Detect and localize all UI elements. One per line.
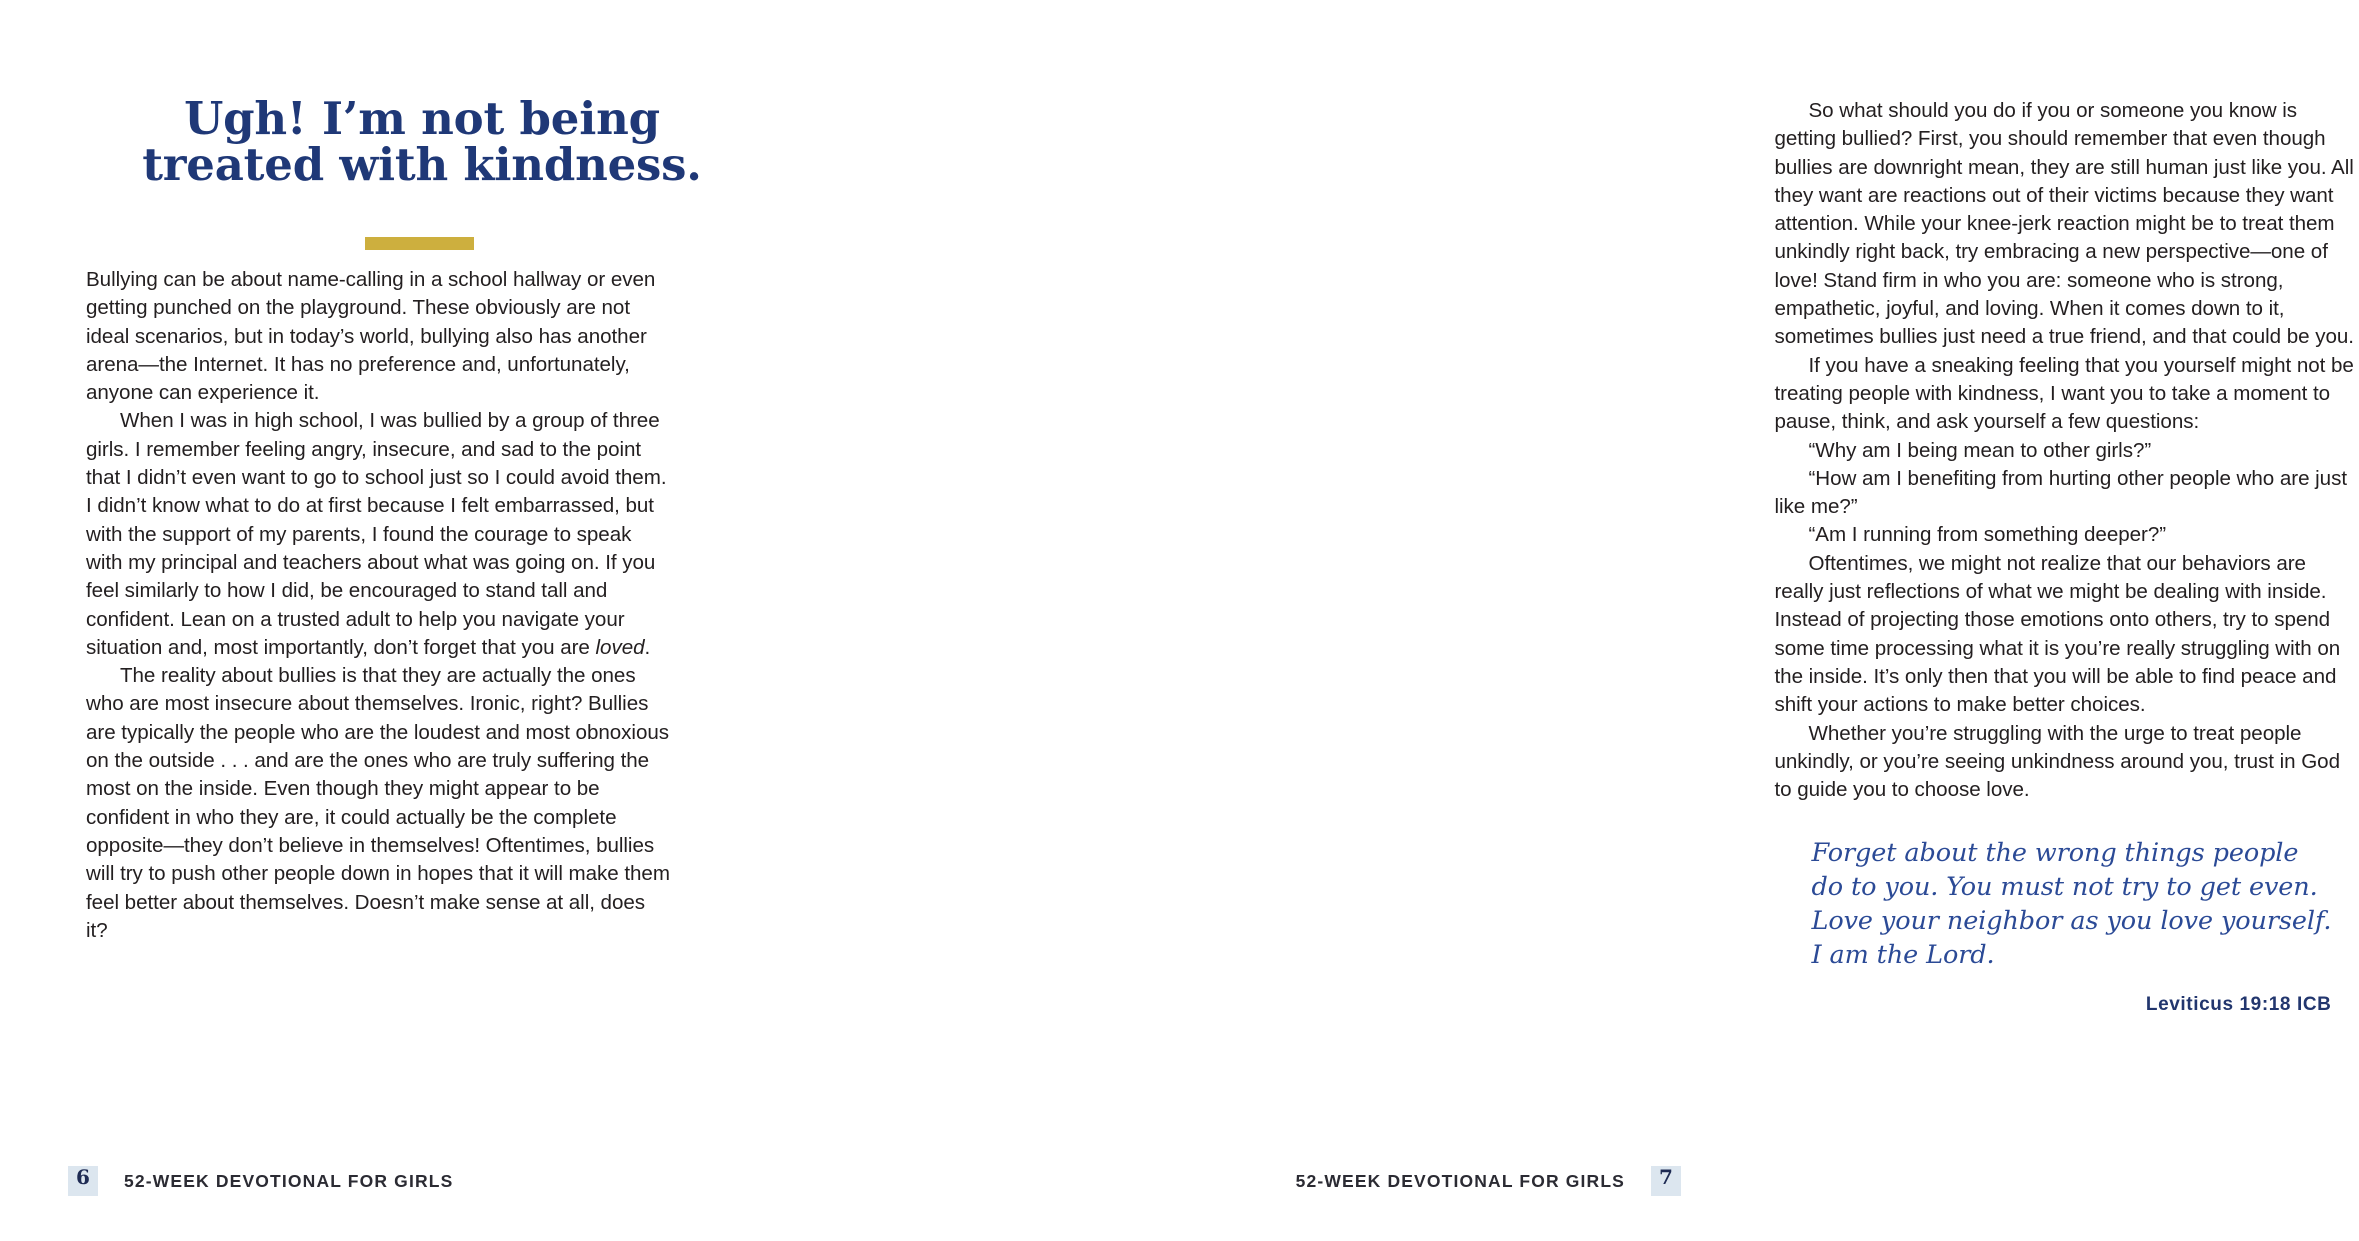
page-number: 7 — [1659, 1165, 1673, 1189]
emphasised-word: loved — [595, 635, 645, 659]
page-number: 6 — [76, 1165, 90, 1189]
paragraph: The reality about bullies is that they are actually the ones who are most insecure about themselves. Ironic, right? Bullies are typically the people who are the loudest and most obnoxious on the outside . . . and are the ones who are truly suffering the most on the inside. Even though they might appear to be confident in who they are, it could actually be the complete opposite—they don’t believe in themselves! Oftentimes, bullies will try to push other people down in hopes that it will make them feel better about themselves. Doesn’t make sense at all, does it? — [86, 664, 670, 942]
paragraph — [86, 407, 670, 662]
scripture-text: Forget about the wrong things people do to you. You must not try to get even. Love your neighbor as you love yourself. I am the Lord. — [1811, 838, 2332, 970]
right-page-footer — [1296, 1121, 1681, 1241]
scripture-reference: Leviticus 19:18 ICB — [2145, 994, 2332, 1015]
paragraph: “Why am I being mean to other girls?” — [1808, 438, 2152, 462]
paragraph: Bullying can be about name-calling in a school hallway or even getting punched on the playground. These obviously are not ideal scenarios, but in today’s world, bullying also has another arena—the Internet. It has no preference and, unfortunately, anyone can experience it. — [86, 268, 656, 405]
running-head: 52-WEEK DEVOTIONAL FOR GIRLS — [1295, 1170, 1625, 1191]
scripture-block — [1812, 836, 2332, 1016]
page-title-line-2: treated with kindness. — [142, 137, 702, 191]
page-number-badge — [68, 1166, 98, 1196]
paragraph: “Am I running from something deeper?” — [1808, 523, 2167, 547]
title-divider-rule — [365, 237, 474, 250]
right-column-body — [1775, 97, 2359, 804]
paragraph-text: When I was in high school, I was bullied by a group of three girls. I remember feeling angry, insecure, and sad to the point that I didn’t even want to go to school just so I could avoid them. I didn’t know what to do at first because I felt embarrassed, but with the support of my parents, I found the courage to speak with my principal and teachers about what was going on. If you feel similarly to how I did, be encouraged to stand tall and confident. Lean on a trusted adult to help you navigate your situation and, most importantly, don’t forget that you are loved. — [86, 409, 667, 659]
paragraph: Whether you’re struggling with the urge to treat people unkindly, or you’re seeing unkindness around you, trust in God to guide you to choose love. — [1774, 721, 2340, 802]
left-page-footer — [68, 1121, 453, 1241]
right-page — [875, 0, 2354, 1241]
paragraph: If you have a sneaking feeling that you yourself might not be treating people with kindness, I want you to take a moment to pause, think, and ask yourself a few questions: — [1774, 353, 2354, 434]
page-title — [92, 92, 752, 191]
page-title-line-1: Ugh! I’m not being — [184, 92, 660, 145]
left-page — [0, 0, 875, 1241]
left-column-body — [86, 266, 670, 945]
paragraph: So what should you do if you or someone you know is getting bullied? First, you should remember that even though bullies are downright mean, they are still human just like you. All they want are reactions out of their victims because they want attention. While your knee-jerk reaction might be to treat them unkindly right back, try embracing a new perspective—one of love! Stand firm in who you are: someone who is strong, empathetic, joyful, and loving. When it comes down to it, sometimes bullies just need a true friend, and that could be you. — [1774, 99, 2354, 349]
paragraph: “How am I benefiting from hurting other people who are just like me?” — [1774, 466, 2347, 519]
paragraph: Oftentimes, we might not realize that our behaviors are really just reflections of what we might be dealing with inside. Instead of projecting those emotions onto others, try to spend some time processing what it is you’re really struggling with on the inside. It’s only then that you will be able to find peace and shift your actions to make better choices. — [1774, 551, 2341, 717]
page-number-badge — [1651, 1166, 1681, 1196]
running-head: 52-WEEK DEVOTIONAL FOR GIRLS — [124, 1170, 454, 1191]
